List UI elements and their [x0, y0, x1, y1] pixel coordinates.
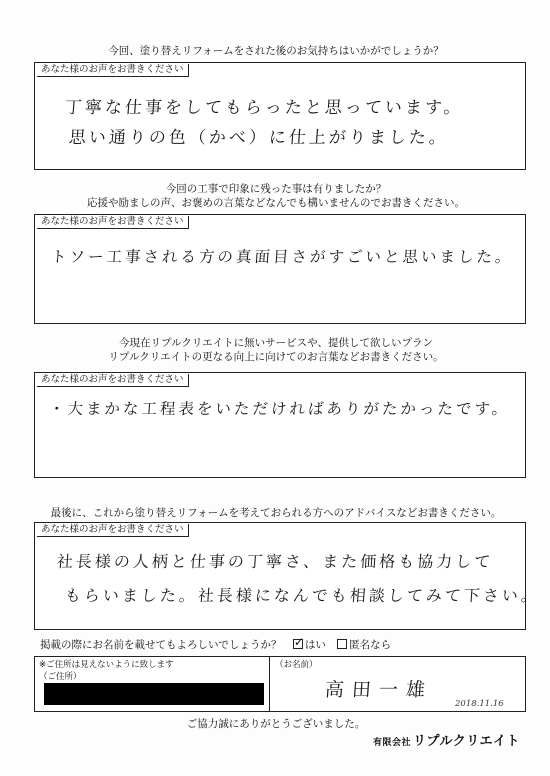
consent-question: 掲載の際にお名前を載せてもよろしいでしょうか？ — [40, 639, 282, 651]
consent-anonymous-checkbox[interactable] — [337, 639, 347, 649]
answer-box-3 — [34, 372, 526, 478]
consent-yes-label: はい — [304, 639, 326, 651]
company-name: リプルクリエイト — [413, 734, 520, 749]
handwritten-answer-line: 社長様の人柄と仕事の丁寧さ、また価格も協力して — [56, 552, 494, 571]
company-logo-text — [373, 730, 520, 749]
consent-anonymous-option[interactable] — [337, 637, 391, 652]
redacted-address — [44, 683, 264, 705]
answer-box-4 — [34, 522, 541, 630]
box-label: あなた様のお声をお書きください — [37, 64, 189, 77]
box-label: あなた様のお声をお書きください — [37, 374, 189, 387]
handwritten-answer-line: 思い通りの色（かべ）に仕上がりました。 — [68, 128, 450, 148]
answer-box-1 — [34, 62, 526, 170]
company-prefix: 有限会社 — [373, 738, 412, 748]
address-note: ※ご住所は見えないように致します — [39, 660, 174, 670]
question-4: 最後に、これから塗り替えリフォームを考えておられる方へのアドバイスなどお書きください。 — [50, 507, 502, 519]
name-consent-row — [40, 637, 530, 652]
handwritten-date: 2018.11.16 — [455, 699, 504, 709]
question-1: 今回、塗り替えリフォームをされた後のお気持ちはいかがでしょうか？ — [108, 45, 444, 57]
question-2: 今回の工事で印象に残った事は有りましたか？ 応援や励ましの声、お褒めの言葉などなんでも構いませんのでお書きください。 — [87, 183, 465, 209]
name-label: （お名前） — [275, 660, 318, 670]
handwritten-answer-line: トソー工事される方の真面目さがすごいと思いました。 — [50, 248, 515, 266]
consent-yes-option[interactable] — [293, 637, 326, 652]
address-label: （ご住所） — [39, 672, 82, 682]
consent-anonymous-label: 匿名なら — [349, 639, 392, 651]
question-3: 今現在リプルクリエイトに無いサービスや、提供して欲しいプラン リプルクリエイトの更なる向上に向けてのお言葉などお書きください。 — [108, 337, 444, 363]
box-label: あなた様のお声をお書きください — [37, 216, 189, 229]
thanks-message: ご協力誠にありがとうございました。 — [186, 718, 366, 730]
handwritten-name: 高田一雄 — [324, 679, 434, 701]
handwritten-answer-line: もらいました。社長様になんでも相談してみて下さい。 — [64, 586, 541, 605]
consent-yes-checkbox[interactable] — [293, 639, 303, 649]
box-label: あなた様のお声をお書きください — [37, 524, 189, 537]
handwritten-answer-line: 丁寧な仕事をしてもらったと思っています。 — [64, 98, 465, 118]
handwritten-answer-line: ・大まかな工程表をいただければありがたかったです。 — [48, 400, 511, 418]
divider — [269, 657, 270, 711]
answer-box-2 — [34, 214, 526, 324]
